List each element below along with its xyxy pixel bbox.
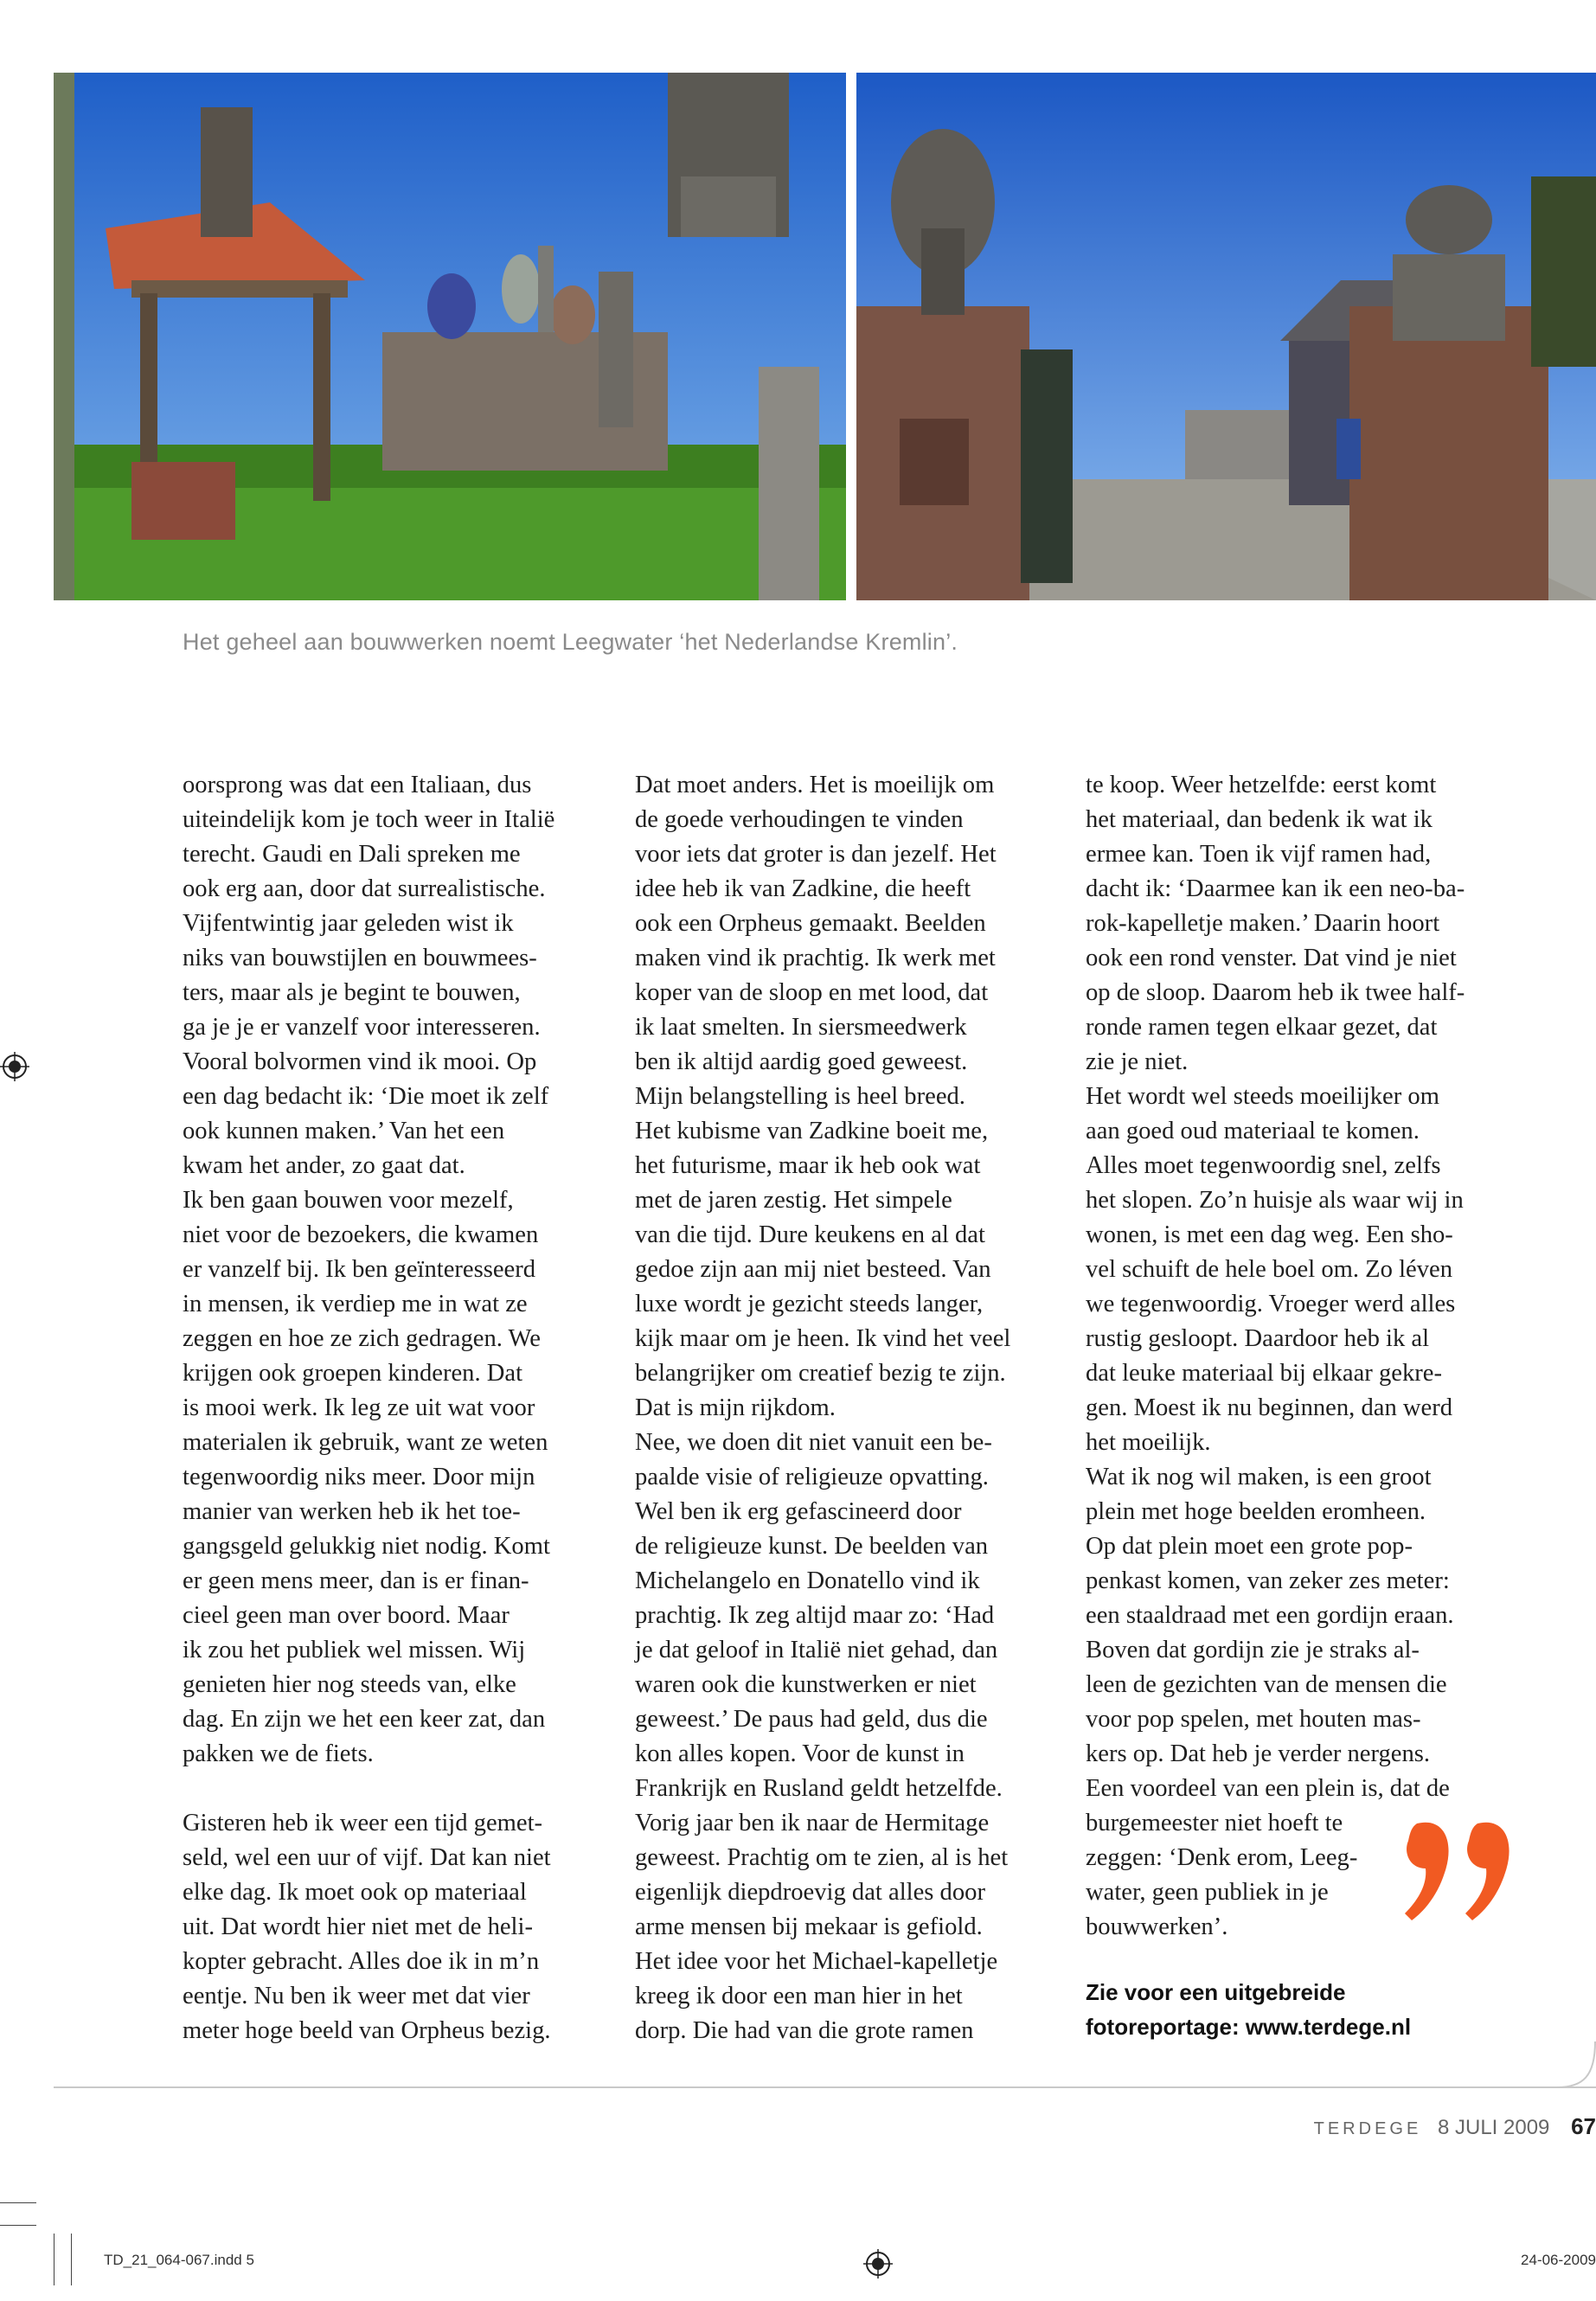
- promo-link[interactable]: fotoreportage: www.terdege.nl: [1086, 2014, 1412, 2040]
- text-line: te koop. Weer hetzelfde: eerst komt: [1086, 772, 1437, 798]
- text-line: Mijn belangstelling is heel breed.: [635, 1083, 965, 1110]
- text-line: elke dag. Ik moet ook op materiaal: [183, 1879, 527, 1906]
- paragraph-gap: [183, 1772, 615, 1806]
- text-line: zeggen: ‘Denk erom, Leeg-: [1086, 1844, 1358, 1871]
- text-line: Een voordeel van een plein is, dat de: [1086, 1775, 1450, 1802]
- print-slug-date: 24-06-2009: [1521, 2252, 1596, 2268]
- text-line: bouwwerken’.: [1086, 1913, 1228, 1940]
- text-line: ben ik altijd aardig goed geweest.: [635, 1048, 968, 1075]
- photo-right-illustration: [856, 73, 1596, 600]
- text-line: vel schuift de hele boel om. Zo léven: [1086, 1256, 1453, 1283]
- text-line: ook een rond venster. Dat vind je niet: [1086, 945, 1457, 971]
- text-line: krijgen ook groepen kinderen. Dat: [183, 1360, 523, 1387]
- text-line: eigenlijk diepdroevig dat alles door: [635, 1879, 985, 1906]
- text-line: Boven dat gordijn zie je straks al-: [1086, 1637, 1420, 1663]
- text-line: waren ook die kunstwerken er niet: [635, 1671, 977, 1698]
- registration-mark-icon: [0, 1052, 29, 1081]
- text-line: een dag bedacht ik: ‘Die moet ik zelf: [183, 1083, 549, 1110]
- text-line: geweest.’ De paus had geld, dus die: [635, 1706, 988, 1733]
- text-line: gangsgeld gelukkig niet nodig. Komt: [183, 1533, 550, 1560]
- photo-gate-courtyard: [856, 73, 1596, 600]
- closing-quote-icon: [1393, 1808, 1522, 1938]
- trim-mark: [71, 2234, 72, 2285]
- text-line: het slopen. Zo’n huisje als waar wij in: [1086, 1187, 1464, 1214]
- promo-line-1: Zie voor een uitgebreide: [1086, 1979, 1346, 2005]
- text-line: je dat geloof in Italië niet gehad, dan: [635, 1637, 998, 1663]
- text-line: niks van bouwstijlen en bouwmees-: [183, 945, 537, 971]
- text-line: paalde visie of religieuze opvatting.: [635, 1464, 989, 1490]
- text-line: plein met hoge beelden eromheen.: [1086, 1498, 1426, 1525]
- magazine-name: TERDEGE: [1313, 2119, 1422, 2138]
- text-line: penkast komen, van zeker zes meter:: [1086, 1567, 1450, 1594]
- article-column-3: [1086, 768, 1535, 1945]
- text-line: het moeilijk.: [1086, 1429, 1211, 1456]
- text-line: Gisteren heb ik weer een tijd gemet-: [183, 1810, 543, 1836]
- text-line: zeggen en hoe ze zich gedragen. We: [183, 1325, 541, 1352]
- text-line: Alles moet tegenwoordig snel, zelfs: [1086, 1152, 1441, 1179]
- text-line: Op dat plein moet een grote pop-: [1086, 1533, 1413, 1560]
- page-footer: [1314, 2113, 1596, 2140]
- text-line: geweest. Prachtig om te zien, al is het: [635, 1844, 1009, 1871]
- text-line: er geen mens meer, dan is er finan-: [183, 1567, 529, 1594]
- text-line: luxe wordt je gezicht steeds langer,: [635, 1291, 984, 1317]
- text-line: is mooi werk. Ik leg ze uit wat voor: [183, 1394, 535, 1421]
- text-line: Vorig jaar ben ik naar de Hermitage: [635, 1810, 990, 1836]
- text-line: manier van werken heb ik het toe-: [183, 1498, 521, 1525]
- text-line: seld, wel een uur of vijf. Dat kan niet: [183, 1844, 551, 1871]
- text-line: Het idee voor het Michael-kapelletje: [635, 1948, 998, 1975]
- text-line: tegenwoordig niks meer. Door mijn: [183, 1464, 535, 1490]
- text-line: het futurisme, maar ik heb ook wat: [635, 1152, 981, 1179]
- text-line: ik laat smelten. In siersmeedwerk: [635, 1014, 967, 1041]
- text-line: gen. Moest ik nu beginnen, dan werd: [1086, 1394, 1453, 1421]
- text-line: er vanzelf bij. Ik ben geïnteresseerd: [183, 1256, 536, 1283]
- text-line: Frankrijk en Rusland geldt hetzelfde.: [635, 1775, 1003, 1802]
- text-line: rok-kapelletje maken.’ Daarin hoort: [1086, 910, 1440, 937]
- print-slug-file: TD_21_064-067.indd 5: [104, 2252, 254, 2268]
- footer-date: 8 JULI 2009: [1437, 2116, 1550, 2139]
- text-line: kreeg ik door een man hier in het: [635, 1983, 963, 2009]
- text-line: koper van de sloop en met lood, dat: [635, 979, 989, 1006]
- text-line: pakken we de fiets.: [183, 1740, 374, 1767]
- text-line: materialen ik gebruik, want ze weten: [183, 1429, 548, 1456]
- text-line: kopter gebracht. Alles doe ik in m’n: [183, 1948, 540, 1975]
- text-line: Vijfentwintig jaar geleden wist ik: [183, 910, 514, 937]
- text-line: de religieuze kunst. De beelden van: [635, 1533, 989, 1560]
- text-line: zie je niet.: [1086, 1048, 1189, 1075]
- text-line: water, geen publiek in je: [1086, 1879, 1329, 1906]
- text-line: Nee, we doen dit niet vanuit een be-: [635, 1429, 992, 1456]
- text-line: dat leuke materiaal bij elkaar gekre-: [1086, 1360, 1442, 1387]
- text-line: rustig gesloopt. Daardoor heb ik al: [1086, 1325, 1430, 1352]
- text-line: Wat ik nog wil maken, is een groot: [1086, 1464, 1432, 1490]
- text-line: dacht ik: ‘Daarmee kan ik een neo-ba-: [1086, 875, 1465, 902]
- text-line: ik zou het publiek wel missen. Wij: [183, 1637, 526, 1663]
- text-line: terecht. Gaudi en Dali spreken me: [183, 841, 521, 868]
- footer-rule-corner: [1557, 2041, 1596, 2088]
- text-line: Het wordt wel steeds moeilijker om: [1086, 1083, 1439, 1110]
- text-line: belangrijker om creatief bezig te zijn.: [635, 1360, 1006, 1387]
- text-line: Wel ben ik erg gefascineerd door: [635, 1498, 962, 1525]
- text-line: uiteindelijk kom je toch weer in Italië: [183, 806, 555, 833]
- photo-caption: Het geheel aan bouwwerken noemt Leegwater ‘het Nederlandse Kremlin’.: [183, 629, 958, 655]
- text-line: arme mensen bij mekaar is gefiold.: [635, 1913, 983, 1940]
- photo-left-illustration: [54, 73, 846, 600]
- text-line: Dat is mijn rijkdom.: [635, 1394, 836, 1421]
- text-line: prachtig. Ik zeg altijd maar zo: ‘Had: [635, 1602, 995, 1629]
- text-line: eentje. Nu ben ik weer met dat vier: [183, 1983, 530, 2009]
- text-line: idee heb ik van Zadkine, die heeft: [635, 875, 971, 902]
- text-line: ook erg aan, door dat surrealistische.: [183, 875, 546, 902]
- text-line: dag. En zijn we het een keer zat, dan: [183, 1706, 546, 1733]
- text-line: uit. Dat wordt hier niet met de heli-: [183, 1913, 533, 1940]
- text-line: kers op. Dat heb je verder nergens.: [1086, 1740, 1431, 1767]
- text-line: oorsprong was dat een Italiaan, dus: [183, 772, 532, 798]
- text-line: kon alles kopen. Voor de kunst in: [635, 1740, 965, 1767]
- text-line: de goede verhoudingen te vinden: [635, 806, 964, 833]
- website-promo: [1086, 1975, 1411, 2044]
- text-line: maken vind ik prachtig. Ik werk met: [635, 945, 996, 971]
- text-line: ronde ramen tegen elkaar gezet, dat: [1086, 1014, 1438, 1041]
- text-line: meter hoge beeld van Orpheus bezig.: [183, 2017, 551, 2044]
- text-line: Het kubisme van Zadkine boeit me,: [635, 1118, 989, 1144]
- text-line: het materiaal, dan bedenk ik wat ik: [1086, 806, 1433, 833]
- text-line: kwam het ander, zo gaat dat.: [183, 1152, 465, 1179]
- text-line: niet voor de bezoekers, die kwamen: [183, 1221, 539, 1248]
- text-line: ga je je er vanzelf voor interesseren.: [183, 1014, 541, 1041]
- text-line: met de jaren zestig. Het simpele: [635, 1187, 952, 1214]
- photo-left-edge: [54, 73, 74, 600]
- trim-mark: [0, 2225, 36, 2226]
- text-line: Dat moet anders. Het is moeilijk om: [635, 772, 995, 798]
- text-line: Vooral bolvormen vind ik mooi. Op: [183, 1048, 537, 1075]
- trim-mark: [0, 2202, 36, 2203]
- text-line: genieten hier nog steeds van, elke: [183, 1671, 516, 1698]
- text-line: voor pop spelen, met houten mas-: [1086, 1706, 1421, 1733]
- text-line: cieel geen man over boord. Maar: [183, 1602, 510, 1629]
- text-line: leen de gezichten van de mensen die: [1086, 1671, 1447, 1698]
- text-line: van die tijd. Dure keukens en al dat: [635, 1221, 985, 1248]
- text-line: kijk maar om je heen. Ik vind het veel: [635, 1325, 1011, 1352]
- text-line: we tegenwoordig. Vroeger werd alles: [1086, 1291, 1456, 1317]
- registration-mark-icon: [863, 2249, 893, 2279]
- page-number: 67: [1571, 2113, 1596, 2139]
- footer-rule: [54, 2086, 1596, 2088]
- text-line: ermee kan. Toen ik vijf ramen had,: [1086, 841, 1432, 868]
- text-line: ook kunnen maken.’ Van het een: [183, 1118, 505, 1144]
- text-line: een staaldraad met een gordijn eraan.: [1086, 1602, 1454, 1629]
- article-column-1: [183, 768, 615, 2048]
- text-line: ters, maar als je begint te bouwen,: [183, 979, 521, 1006]
- text-line: Ik ben gaan bouwen voor mezelf,: [183, 1187, 514, 1214]
- photo-kremlin-towers: [54, 73, 846, 600]
- text-line: op de sloop. Daarom heb ik twee half-: [1086, 979, 1465, 1006]
- text-line: aan goed oud materiaal te komen.: [1086, 1118, 1420, 1144]
- text-line: wonen, is met een dag weg. Een sho-: [1086, 1221, 1453, 1248]
- article-column-2: [635, 768, 1067, 2048]
- text-line: burgemeester niet hoeft te: [1086, 1810, 1343, 1836]
- text-line: in mensen, ik verdiep me in wat ze: [183, 1291, 528, 1317]
- text-line: voor iets dat groter is dan jezelf. Het: [635, 841, 997, 868]
- text-line: Michelangelo en Donatello vind ik: [635, 1567, 980, 1594]
- text-line: ook een Orpheus gemaakt. Beelden: [635, 910, 986, 937]
- text-line: dorp. Die had van die grote ramen: [635, 2017, 974, 2044]
- text-line: gedoe zijn aan mij niet besteed. Van: [635, 1256, 991, 1283]
